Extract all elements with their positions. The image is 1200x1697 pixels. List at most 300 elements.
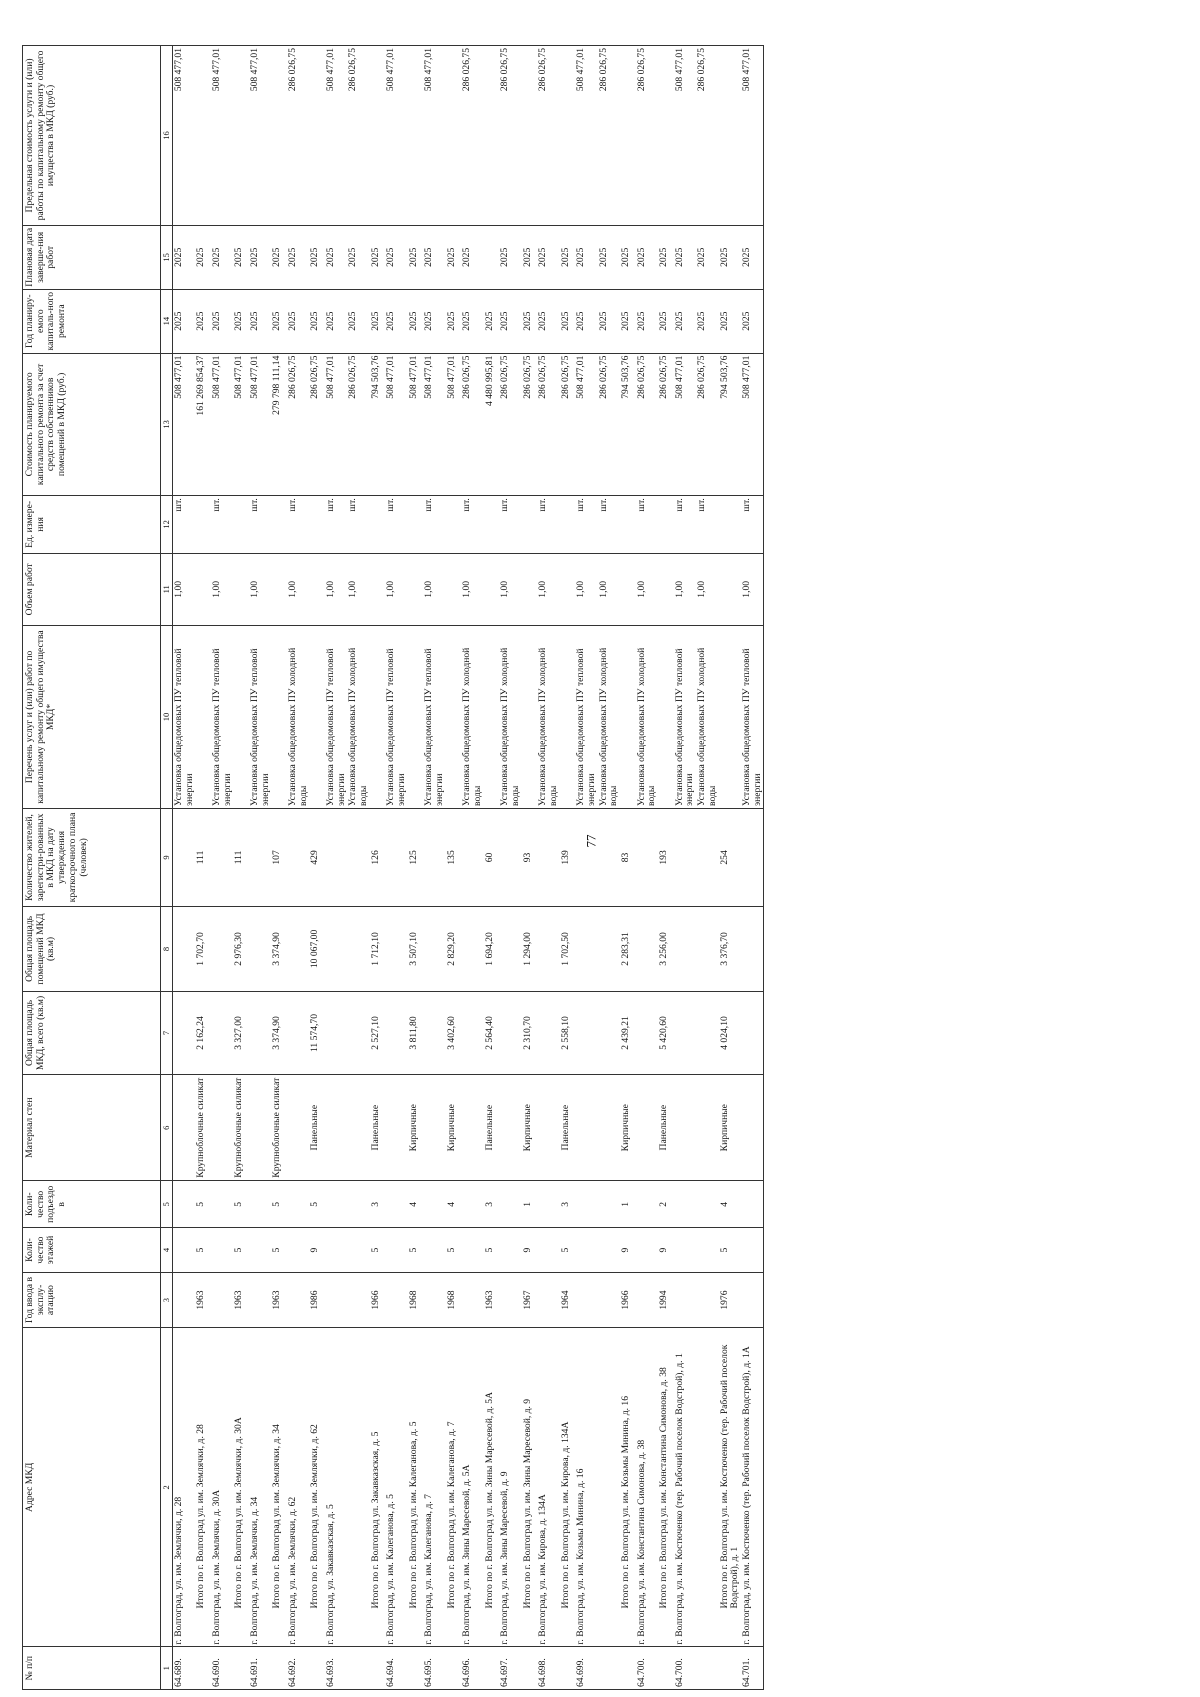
table-cell: 508 477,01 [249, 353, 271, 496]
table-cell: 1,00 [575, 553, 597, 625]
table-cell [741, 808, 764, 906]
table-cell [719, 625, 741, 808]
table-cell: 10 067,00 [309, 906, 325, 991]
table-cell: 135 [446, 808, 462, 906]
table-cell: 9 [522, 1228, 538, 1273]
table-cell: 286 026,75 [347, 353, 369, 496]
table-cell: Установка общедомовых ПУ тепловой энергии [173, 625, 196, 808]
table-cell [309, 1647, 325, 1690]
table-cell: Итого по г. Волгоград ул. им. Зины Маресевой, д. 5А [484, 1328, 500, 1647]
column-header: Стоимость планируемого капитального ремонта за счет средств собственников помещений в МКД (руб.) [23, 353, 161, 496]
table-cell: 2025 [522, 289, 538, 353]
table-cell [233, 553, 249, 625]
table-cell: Кирпичные [522, 1074, 538, 1180]
table-cell [484, 1647, 500, 1690]
table-cell: Итого по г. Волгоград ул. им. Землячки, д. 62 [309, 1328, 325, 1647]
table-cell: 1,00 [636, 553, 658, 625]
column-header: Общая площадь МКД, всего (кв.м) [23, 992, 161, 1075]
table-cell: 508 477,01 [385, 353, 407, 496]
table-cell [249, 1228, 271, 1273]
table-cell: 1,00 [499, 553, 521, 625]
table-cell: 64.698. [537, 1647, 559, 1690]
table-cell: 4 [446, 1181, 462, 1228]
table-cell [522, 496, 538, 553]
table-cell [211, 992, 233, 1075]
table-cell: 508 477,01 [674, 46, 696, 226]
table-cell: Установка общедомовых ПУ холодной воды [499, 625, 521, 808]
table-cell: 2025 [636, 289, 658, 353]
table-cell [249, 1272, 271, 1327]
table-cell: 2025 [636, 225, 658, 289]
table-row [560, 46, 576, 1690]
table-cell [287, 808, 309, 906]
table-cell: Итого по г. Волгоград ул. им. Зины Маресевой, д. 9 [522, 1328, 538, 1647]
table-cell [408, 46, 424, 226]
table-cell: Итого по г. Волгоград ул. им. Калеганова, д. 5 [408, 1328, 424, 1647]
table-cell: 64.700. [636, 1647, 658, 1690]
table-cell [195, 1647, 211, 1690]
table-cell [423, 992, 445, 1075]
table-cell: 1,00 [741, 553, 764, 625]
table-cell: 2025 [325, 225, 347, 289]
table-cell [620, 496, 636, 553]
table-cell: 286 026,75 [461, 46, 483, 226]
table-cell [249, 1181, 271, 1228]
table-cell: 508 477,01 [741, 353, 764, 496]
table-cell [309, 553, 325, 625]
table-cell: шт. [325, 496, 347, 553]
table-cell [370, 553, 386, 625]
table-cell [696, 1647, 718, 1690]
column-number: 3 [161, 1272, 173, 1327]
table-cell [461, 1074, 483, 1180]
table-cell [598, 992, 620, 1075]
column-number: 5 [161, 1181, 173, 1228]
table-cell [560, 1647, 576, 1690]
table-cell [522, 1647, 538, 1690]
table-cell: 1 294,00 [522, 906, 538, 991]
table-cell: г. Волгоград, ул. им. Землячки, д. 34 [249, 1328, 271, 1647]
table-cell: 1 702,70 [195, 906, 211, 991]
table-cell: 2025 [271, 225, 287, 289]
table-cell [385, 1228, 407, 1273]
rotated-page [22, 10, 1182, 1690]
table-cell: Итого по г. Волгоград ул. Закавказская, д. 5 [370, 1328, 386, 1647]
column-header: Коли-чество подъездо в [23, 1181, 161, 1228]
table-cell: 2025 [423, 289, 445, 353]
table-cell: 3 374,90 [271, 906, 287, 991]
table-cell: Панельные [658, 1074, 674, 1180]
table-cell [423, 1181, 445, 1228]
table-cell: Установка общедомовых ПУ тепловой энергии [325, 625, 347, 808]
table-cell [370, 625, 386, 808]
table-cell: 2025 [195, 225, 211, 289]
table-cell [636, 1074, 658, 1180]
table-cell: шт. [347, 496, 369, 553]
table-cell: 1,00 [696, 553, 718, 625]
table-cell [674, 1074, 696, 1180]
table-row [249, 46, 271, 1690]
table-cell: 2025 [271, 289, 287, 353]
table-cell: 5 [195, 1181, 211, 1228]
table-cell [741, 1272, 764, 1327]
table-cell: 3 376,70 [719, 906, 741, 991]
table-cell [636, 1228, 658, 1273]
table-cell: 508 477,01 [211, 46, 233, 226]
table-row [696, 46, 718, 1690]
table-cell [195, 496, 211, 553]
table-cell: 3 374,90 [271, 992, 287, 1075]
table-cell: Итого по г. Волгоград ул. им. Землячки, д. 34 [271, 1328, 287, 1647]
table-cell [636, 808, 658, 906]
table-cell [674, 1228, 696, 1273]
table-cell: Кирпичные [719, 1074, 741, 1180]
table-cell: Установка общедомовых ПУ тепловой энергии [385, 625, 407, 808]
table-cell [309, 46, 325, 226]
table-cell: 126 [370, 808, 386, 906]
table-cell [423, 1074, 445, 1180]
table-cell [347, 1181, 369, 1228]
table-cell [385, 906, 407, 991]
table-cell [408, 553, 424, 625]
table-cell: шт. [741, 496, 764, 553]
table-cell: 279 798 111,14 [271, 353, 287, 496]
table-cell: 83 [620, 808, 636, 906]
table-cell [636, 1272, 658, 1327]
table-cell: Итого по г. Волгоград ул. им. Кирова, д. 134А [560, 1328, 576, 1647]
table-cell [658, 553, 674, 625]
table-cell: 5 [408, 1228, 424, 1273]
table-cell: 2025 [309, 225, 325, 289]
table-cell: 1,00 [423, 553, 445, 625]
table-cell [173, 1074, 196, 1180]
table-cell [249, 992, 271, 1075]
table-row [408, 46, 424, 1690]
table-cell: 2025 [249, 289, 271, 353]
table-cell: Установка общедомовых ПУ холодной воды [598, 625, 620, 808]
table-cell: 2025 [658, 225, 674, 289]
table-body [173, 46, 764, 1690]
table-cell [325, 992, 347, 1075]
table-cell [499, 906, 521, 991]
table-cell [347, 1328, 369, 1647]
table-cell [696, 906, 718, 991]
table-cell [461, 1272, 483, 1327]
table-cell: 2025 [408, 289, 424, 353]
table-cell [325, 1272, 347, 1327]
table-row [499, 46, 521, 1690]
table-cell: 508 477,01 [325, 46, 347, 226]
table-cell: 1,00 [385, 553, 407, 625]
table-cell [484, 496, 500, 553]
table-cell: Установка общедомовых ПУ холодной воды [696, 625, 718, 808]
table-cell [408, 625, 424, 808]
column-number: 4 [161, 1228, 173, 1273]
table-cell: Кирпичные [446, 1074, 462, 1180]
table-cell: 508 477,01 [173, 46, 196, 226]
table-cell [287, 992, 309, 1075]
table-cell: 508 477,01 [575, 46, 597, 226]
table-cell: Кирпичные [408, 1074, 424, 1180]
column-number: 15 [161, 225, 173, 289]
table-cell: 64.697. [499, 1647, 521, 1690]
table-row [658, 46, 674, 1690]
table-cell [370, 1647, 386, 1690]
table-cell [537, 808, 559, 906]
table-cell: 2025 [560, 289, 576, 353]
table-cell: Кирпичные [620, 1074, 636, 1180]
table-cell: 4 [408, 1181, 424, 1228]
table-cell: 2025 [347, 225, 369, 289]
table-cell [309, 625, 325, 808]
table-cell [423, 1272, 445, 1327]
table-cell: 286 026,75 [696, 353, 718, 496]
table-cell: шт. [674, 496, 696, 553]
table-cell [249, 906, 271, 991]
table-cell: шт. [598, 496, 620, 553]
table-cell: 3 402,60 [446, 992, 462, 1075]
table-cell: 2025 [620, 225, 636, 289]
table-cell: 2 439,21 [620, 992, 636, 1075]
table-cell [575, 1228, 597, 1273]
table-cell: 2025 [287, 225, 309, 289]
table-cell [347, 906, 369, 991]
table-cell: шт. [249, 496, 271, 553]
table-cell: 286 026,75 [522, 353, 538, 496]
table-cell: 286 026,75 [499, 46, 521, 226]
table-cell: 64.700. [674, 1647, 696, 1690]
table-cell [347, 1647, 369, 1690]
table-cell [499, 1181, 521, 1228]
table-cell: 1963 [271, 1272, 287, 1327]
table-cell: 508 477,01 [423, 46, 445, 226]
table-cell [271, 496, 287, 553]
table-row [173, 46, 196, 1690]
table-cell [446, 496, 462, 553]
table-cell [173, 1272, 196, 1327]
table-cell [620, 553, 636, 625]
table-cell: 2025 [408, 225, 424, 289]
table-cell: 2025 [385, 289, 407, 353]
column-number: 11 [161, 553, 173, 625]
table-row [370, 46, 386, 1690]
table-cell [636, 992, 658, 1075]
table-cell: 1,00 [674, 553, 696, 625]
table-cell: 2025 [446, 289, 462, 353]
table-cell: 508 477,01 [408, 353, 424, 496]
table-cell [195, 46, 211, 226]
table-cell: Установка общедомовых ПУ холодной воды [347, 625, 369, 808]
table-cell: 794 503,76 [370, 353, 386, 496]
table-cell: 508 477,01 [173, 353, 196, 496]
table-cell: 2025 [211, 289, 233, 353]
table-cell: 64.691. [249, 1647, 271, 1690]
table-cell: г. Волгоград, ул. им. Землячки, д. 28 [173, 1328, 196, 1647]
table-cell [674, 1272, 696, 1327]
table-cell [347, 992, 369, 1075]
table-cell [233, 496, 249, 553]
table-cell: 3 [560, 1181, 576, 1228]
table-cell: 5 [719, 1228, 741, 1273]
table-cell: Итого по г. Волгоград ул. им. Костюченко (тер. Рабочий поселок Водстрой), д. 1 [719, 1328, 741, 1647]
table-row [325, 46, 347, 1690]
table-cell [211, 1228, 233, 1273]
table-cell: 794 503,76 [620, 353, 636, 496]
table-cell [484, 625, 500, 808]
table-cell [537, 906, 559, 991]
table-cell: 5 [484, 1228, 500, 1273]
table-cell: 9 [620, 1228, 636, 1273]
table-cell [674, 1181, 696, 1228]
column-number: 2 [161, 1328, 173, 1647]
table-cell: 1 712,10 [370, 906, 386, 991]
table-cell: шт. [385, 496, 407, 553]
table-cell: 1966 [370, 1272, 386, 1327]
table-cell [658, 1647, 674, 1690]
table-cell [620, 1647, 636, 1690]
table-cell: 1 702,50 [560, 906, 576, 991]
table-cell [560, 553, 576, 625]
table-cell: 508 477,01 [741, 46, 764, 226]
table-cell [499, 1074, 521, 1180]
column-number: 13 [161, 353, 173, 496]
table-cell [446, 625, 462, 808]
table-cell [499, 992, 521, 1075]
table-cell: 2025 [446, 225, 462, 289]
table-cell [696, 1074, 718, 1180]
column-number: 14 [161, 289, 173, 353]
table-cell [287, 906, 309, 991]
table-cell: 9 [658, 1228, 674, 1273]
table-cell: 1,00 [461, 553, 483, 625]
column-header: Плановая дата заверше-ния работ [23, 225, 161, 289]
table-cell: Установка общедомовых ПУ тепловой энергии [423, 625, 445, 808]
table-cell [620, 625, 636, 808]
column-header: № п/п [23, 1647, 161, 1690]
table-cell: 1,00 [287, 553, 309, 625]
table-row [309, 46, 325, 1690]
table-cell [173, 1181, 196, 1228]
table-cell [719, 553, 741, 625]
column-header: Год ввода в эксплу-атацию [23, 1272, 161, 1327]
table-cell: г. Волгоград, ул. им. Калеганова, д. 5 [385, 1328, 407, 1647]
table-cell: 2025 [325, 289, 347, 353]
table-cell: 1,00 [211, 553, 233, 625]
column-number: 1 [161, 1647, 173, 1690]
table-cell [598, 1181, 620, 1228]
table-cell [347, 1228, 369, 1273]
table-cell [287, 1181, 309, 1228]
table-cell [537, 992, 559, 1075]
table-cell [598, 906, 620, 991]
table-cell [211, 1272, 233, 1327]
table-cell: 2025 [522, 225, 538, 289]
table-cell: 2025 [484, 289, 500, 353]
table-cell: Панельные [560, 1074, 576, 1180]
table-cell: шт. [173, 496, 196, 553]
table-cell: шт. [537, 496, 559, 553]
table-cell [233, 625, 249, 808]
table-cell: 3 327,00 [233, 992, 249, 1075]
table-cell: 1976 [719, 1272, 741, 1327]
table-cell [385, 992, 407, 1075]
table-cell: Итого по г. Волгоград ул. им. Калеганова, д. 7 [446, 1328, 462, 1647]
table-cell [575, 808, 597, 906]
column-number-row [161, 46, 173, 1690]
table-cell [696, 992, 718, 1075]
table-cell: Установка общедомовых ПУ тепловой энергии [674, 625, 696, 808]
table-cell [575, 992, 597, 1075]
table-cell: 286 026,75 [499, 353, 521, 496]
table-cell: 5 [309, 1181, 325, 1228]
table-cell: г. Волгоград, ул. им. Кирова, д. 134А [537, 1328, 559, 1647]
table-cell: 5 [195, 1228, 211, 1273]
table-row [347, 46, 369, 1690]
table-cell: 2025 [696, 225, 718, 289]
table-cell: 64.695. [423, 1647, 445, 1690]
table-cell: 2025 [537, 225, 559, 289]
table-cell: шт. [499, 496, 521, 553]
table-row [195, 46, 211, 1690]
table-cell: 508 477,01 [211, 353, 233, 496]
table-cell [233, 46, 249, 226]
table-row [575, 46, 597, 1690]
table-cell [287, 1228, 309, 1273]
table-cell [696, 1181, 718, 1228]
table-cell: шт. [423, 496, 445, 553]
table-cell: г. Волгоград, ул. им. Козьмы Минина, д. 16 [575, 1328, 597, 1647]
header-row [23, 46, 161, 1690]
table-cell [598, 808, 620, 906]
table-cell [620, 46, 636, 226]
column-header: Количество жителей, зарегистри-рованных в МКД на дату утверждения краткосрочного плана (человек) [23, 808, 161, 906]
table-cell: 3 507,10 [408, 906, 424, 991]
table-cell [499, 1228, 521, 1273]
table-cell: 9 [309, 1228, 325, 1273]
table-cell: 508 477,01 [325, 353, 347, 496]
table-row [537, 46, 559, 1690]
column-number: 10 [161, 625, 173, 808]
table-cell: 1967 [522, 1272, 538, 1327]
table-cell: шт. [696, 496, 718, 553]
table-cell: 286 026,75 [598, 353, 620, 496]
table-cell: 5 [446, 1228, 462, 1273]
table-cell [325, 808, 347, 906]
table-cell [696, 1228, 718, 1273]
table-cell: 508 477,01 [674, 353, 696, 496]
column-number: 12 [161, 496, 173, 553]
table-cell: 2025 [674, 225, 696, 289]
table-cell [598, 1228, 620, 1273]
table-cell: 139 [560, 808, 576, 906]
table-cell: 2 527,10 [370, 992, 386, 1075]
table-cell: 508 477,01 [446, 353, 462, 496]
table-cell [696, 1328, 718, 1647]
table-cell [719, 1647, 741, 1690]
table-cell: 64.699. [575, 1647, 597, 1690]
table-cell: 286 026,75 [696, 46, 718, 226]
table-cell: г. Волгоград, ул. им. Зины Маресевой, д. 5А [461, 1328, 483, 1647]
table-row [620, 46, 636, 1690]
table-cell: 64.692. [287, 1647, 309, 1690]
table-cell [249, 1074, 271, 1180]
table-cell [325, 906, 347, 991]
table-cell: 111 [233, 808, 249, 906]
table-cell: 1,00 [598, 553, 620, 625]
table-cell: 4 480 995,81 [484, 353, 500, 496]
table-cell: 2 310,70 [522, 992, 538, 1075]
table-cell: г. Волгоград, ул. Закавказская, д. 5 [325, 1328, 347, 1647]
